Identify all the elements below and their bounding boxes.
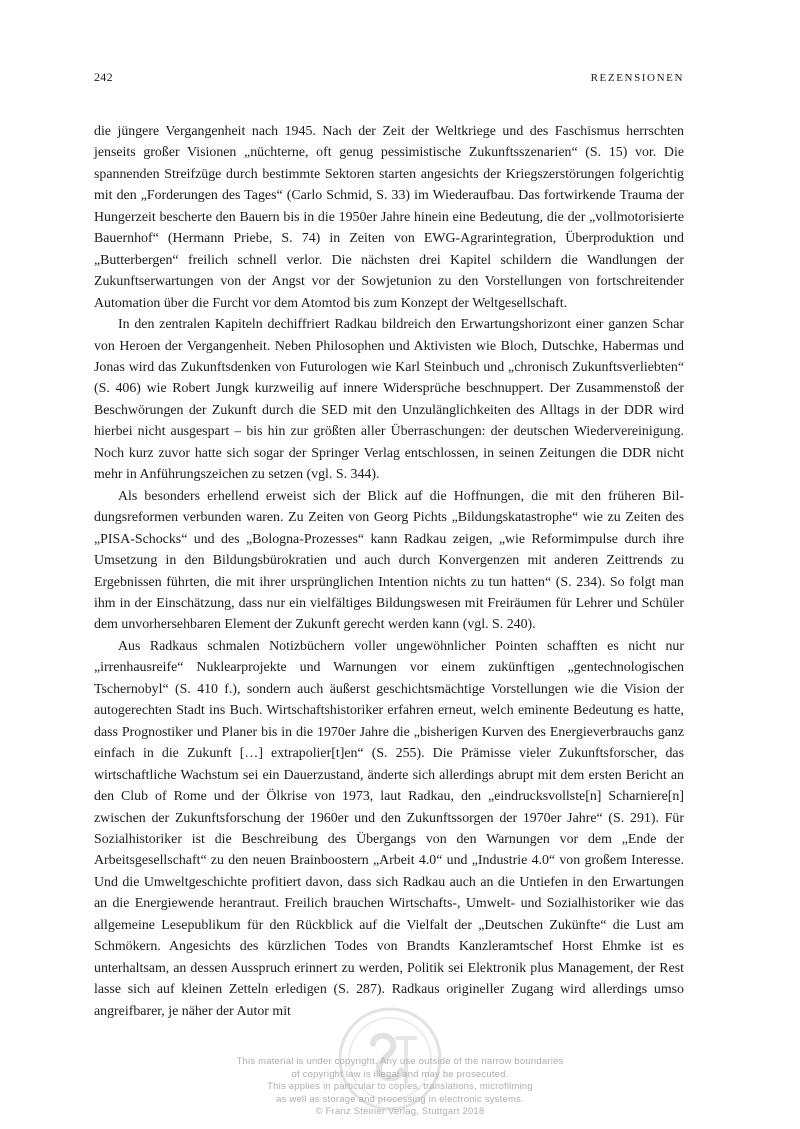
copyright-line: of copyright law is illegal and may be prosecuted. [291, 1068, 509, 1080]
paragraph: Als besonders erhellend erweist sich der Blick auf die Hoffnungen, die mit den früheren Bildungsreformen verbunden waren. Zu Zeiten von Georg Pichts „Bildungskatastrophe“ wie zu Zeiten des „PISA-Schocks“ und des „Bologna-Prozesses“ kann Radkau zeigen, „wie Reformimpulse durch ihre Umsetzung in den Bildungsbürokratien und auch durch Konvergenzen mit anderen Zeittrends zu Ergebnissen führten, die mit ihrer ursprünglichen Intention nichts zu tun hatten“ (S. 234). So folgt man ihm in der Einschätzung, dass nur ein vielfältiges Bildungswesen mit Freiräumen für Lehrer und Schüler dem unvorhersehbaren Element der Zukunft gerecht werden kann (vgl. S. 240). [94, 488, 684, 633]
copyright-line: as well as storage and processing in electronic systems. [276, 1093, 524, 1105]
paragraph: die jüngere Vergangenheit nach 1945. Nach der Zeit der Weltkriege und des Faschismus herrschten jenseits großer Visionen „nüchterne, oft genug pessimistische Zukunftsszenarien“ (S. 15) vor. Die spannenden Streifzüge durch bestimmte Sektoren starten angesichts der Kriegszerstörungen folgerichtig mit den „Forderungen des Tages“ (Carlo Schmid, S. 33) im Wiederaufbau. Das fortwirkende Trauma der Hungerzeit bescherte den Bauern bis in die 1950er Jahre hinein eine Bedeutung, die der „vollmotorisierte Bauernhof“ (Hermann Priebe, S. 74) in Zeiten von EWG-Agrarintegration, Überproduktion und „Butterbergen“ freilich schnell verlor. Die nächsten drei Kapitel schildern die Wandlungen der Zukunftserwartungen von der Angst vor der Sowjetunion zu den Vorstellungen von fortschreitender Automation über die Furcht vor dem Atomtod bis zum Konzept der Weltgesellschaft. [94, 124, 684, 311]
paragraph: Aus Radkaus schmalen Notizbüchern voller ungewöhnlicher Pointen schafften es nicht nur „irrenhausreife“ Nuklearprojekte und Warnungen vor einem zukünftigen „gentechnologischen Tschernobyl“ (S. 410 f.), sondern auch äußerst geschichtsmächtige Vorstellungen wie die Vision der autogerechten Stadt ins Buch. Wirtschaftshistoriker erfahren erneut, welch eminente Bedeutung es hatte, dass Prognostiker und Planer bis in die 1970er Jahre die „bisherigen Kurven des Energieverbrauchs ganz einfach in die Zukunft […] extrapolier[t]en“ (S. 255). Die Prämisse vieler Zukunftsforscher, das wirtschaftliche Wachstum sei ein Dauerzustand, änderte sich allerdings abrupt mit dem ersten Bericht an den Club of Rome und der Ölkrise von 1973, laut Radkau, den „eindrucksvollste[n] Scharniere[n] zwischen der Zukunftsforschung der 1960er und den Zukunftssorgen der 1970er Jahre“ (S. 291). Für Sozialhistoriker ist die Beschreibung des Übergangs von den Warnungen vor dem „Ende der Arbeitsgesellschaft“ zu den neuen Brainboostern „Arbeit 4.0“ und „Industrie 4.0“ von großem Interesse. Und die Umweltgeschichte profitiert davon, dass sich Radkau auch an die Untiefen in den Erwartungen an die Energiewende herantraut. Freilich brauchen Wirtschafts-, Umwelt- und Sozialhistoriker wie das allgemeine Lesepublikum für den Rückblick auf die Vielfalt der „Deutschen Zukünfte“ die Lust am Schmökern. Angesichts des kürzlichen Todes von Brandts Kanzleramtschef Horst Ehmke ist es unterhaltsam, an dessen Ausspruch erinnert zu werden, Politik sei Elektronik plus Management, der Rest lasse sich auf kleinen Zetteln erledigen (S. 287). Radkaus origineller Zugang wird allerdings umso angreifbarer, je näher der Autor mit [94, 638, 684, 1019]
section-title: REZENSIONEN [590, 72, 684, 84]
copyright-line: © Franz Steiner Verlag, Stuttgart 2018 [315, 1106, 485, 1118]
page-number: 242 [94, 70, 113, 84]
copyright-notice [150, 1056, 650, 1119]
running-head [94, 70, 684, 85]
paragraph: In den zentralen Kapiteln dechiffriert Radkau bildreich den Erwartungshorizont einer ganzen Schar von Heroen der Vergangenheit. Neben Philosophen und Aktivisten wie Bloch, Dutschke, Habermas und Jonas wird das Zukunftsdenken von Futurologen wie Karl Steinbuch und „chronisch Zukunftsverliebten“ (S. 406) wie Robert Jungk kurzweilig auf innere Widersprüche beschnuppert. Der Zusammenstoß der Beschwörungen der Zukunft durch die SED mit den Unzulänglichkeiten des Alltags in der DDR wird hierbei nicht ausgespart – bis hin zur größten aller Überraschungen: der deutschen Wiedervereinigung. Noch kurz zuvor hatte sich sogar der Springer Verlag entschlossen, in seinen Zeitungen die DDR nicht mehr in Anführungszeichen zu setzen (vgl. S. 344). [94, 317, 684, 483]
review-body [94, 121, 684, 1022]
copyright-line: This applies in particular to copies, translations, microfilming [267, 1081, 533, 1093]
copyright-line: This material is under copyright. Any use outside of the narrow boundaries [236, 1056, 564, 1067]
